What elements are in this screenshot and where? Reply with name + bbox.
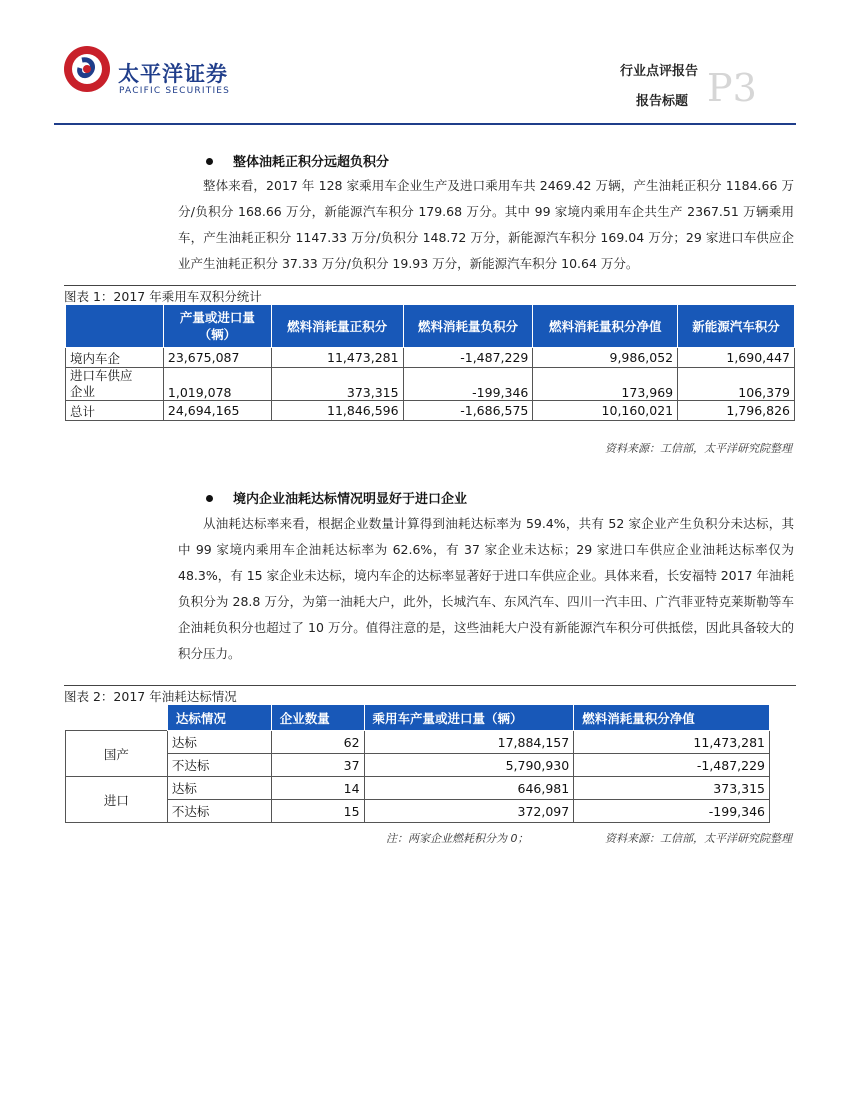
- table-header-cell: 燃料消耗量正积分: [271, 305, 403, 348]
- table-row: [66, 777, 770, 800]
- table2: [65, 704, 770, 823]
- group-label: 进口: [66, 777, 168, 823]
- table-cell: 106,379: [678, 368, 795, 401]
- table-cell: 11,473,281: [574, 731, 770, 754]
- table-header-cell: 燃料消耗量负积分: [403, 305, 533, 348]
- table-header-cell: [66, 705, 168, 731]
- bullet-icon: [206, 495, 213, 502]
- table-cell: -1,487,229: [403, 348, 533, 368]
- header-divider: [54, 123, 796, 125]
- table2-caption: 图表 2：2017 年油耗达标情况: [64, 685, 796, 705]
- table-cell: 23,675,087: [163, 348, 271, 368]
- table-cell: 9,986,052: [533, 348, 678, 368]
- table-cell: 24,694,165: [163, 401, 271, 421]
- table-header-row: [66, 705, 770, 731]
- table-cell: 37: [271, 754, 364, 777]
- table-cell: 达标: [167, 777, 271, 800]
- table-cell: 10,160,021: [533, 401, 678, 421]
- table1-caption: 图表 1：2017 年乘用车双积分统计: [64, 285, 796, 305]
- bullet-icon: [206, 158, 213, 165]
- paragraph-2: 从油耗达标率来看，根据企业数量计算得到油耗达标率为 59.4%，共有 52 家企业产生负积分未达标，其中 99 家境内乘用车企油耗达标率为 62.6%，有 37 家企业未达标；29 家进口车供应企业油耗达标率仅为 48.3%，有 15 家企业未达标，境内车企的达标率显著好于进口车供应企业。具体来看，长安福特 2017 年油耗负积分为 28.8 万分，为第一油耗大户，此外，长城汽车、东风汽车、四川一汽丰田、广汽菲亚特克莱斯勒等车企油耗负积分也超过了 10 万分。值得注意的是，这些油耗大户没有新能源汽车积分可供抵偿，因此具备较大的积分压力。: [178, 516, 794, 661]
- table-cell: 1,690,447: [678, 348, 795, 368]
- table-cell: 5,790,930: [364, 754, 574, 777]
- brand-name-en: PACIFIC SECURITIES: [119, 86, 231, 96]
- table-cell: 646,981: [364, 777, 574, 800]
- group-label: 国产: [66, 731, 168, 777]
- table-cell: 1,796,826: [678, 401, 795, 421]
- table-row: [66, 731, 770, 754]
- table-cell: 14: [271, 777, 364, 800]
- table-cell: 17,884,157: [364, 731, 574, 754]
- table-cell: 62: [271, 731, 364, 754]
- page-number: P3: [707, 66, 757, 110]
- row-label: 进口车供应 企业: [66, 368, 164, 401]
- table-cell: 11,473,281: [271, 348, 403, 368]
- table-header-cell: [66, 305, 164, 348]
- table-cell: 不达标: [167, 800, 271, 823]
- table-cell: 372,097: [364, 800, 574, 823]
- table-row: [66, 348, 795, 368]
- report-type: 行业点评报告: [619, 64, 698, 79]
- table-cell: 373,315: [271, 368, 403, 401]
- row-label: 境内车企: [66, 348, 164, 368]
- table2-source: 资料来源：工信部，太平洋研究院整理: [605, 832, 792, 845]
- table-cell: 15: [271, 800, 364, 823]
- section-heading-2: 境内企业油耗达标情况明显好于进口企业: [206, 488, 467, 507]
- brand-name-cn: 太平洋证券: [118, 62, 228, 86]
- table-header-cell: 产量或进口量 （辆）: [163, 305, 271, 348]
- table-header-cell: 乘用车产量或进口量（辆）: [364, 705, 574, 731]
- table-header-cell: 新能源汽车积分: [678, 305, 795, 348]
- table-header-cell: 企业数量: [271, 705, 364, 731]
- section-heading-1: 整体油耗正积分远超负积分: [206, 151, 389, 170]
- table-header-cell: 达标情况: [167, 705, 271, 731]
- logo-icon: [62, 44, 112, 94]
- table-header-row: [66, 305, 795, 348]
- table-row: [66, 401, 795, 421]
- table-row: [66, 754, 770, 777]
- table-header-cell: 燃料消耗量积分净值: [574, 705, 770, 731]
- table-cell: 达标: [167, 731, 271, 754]
- table-cell: 373,315: [574, 777, 770, 800]
- report-title: 报告标题: [635, 94, 688, 109]
- row-label: 总计: [66, 401, 164, 421]
- table-cell: -199,346: [574, 800, 770, 823]
- table-cell: 11,846,596: [271, 401, 403, 421]
- table-cell: -199,346: [403, 368, 533, 401]
- table-cell: 不达标: [167, 754, 271, 777]
- table-row: [66, 800, 770, 823]
- paragraph-1: 整体来看，2017 年 128 家乘用车企业生产及进口乘用车共 2469.42 万辆，产生油耗正积分 1184.66 万分/负积分 168.66 万分，新能源汽车积分 179.68 万分。其中 99 家境内乘用车企共生产 2367.51 万辆乘用车，产生油耗正积分 1147.33 万分/负积分 148.72 万分，新能源汽车积分 169.04 万分；29 家进口车供应企业产生油耗正积分 37.33 万分/负积分 19.93 万分，新能源汽车积分 10.64 万分。: [178, 178, 794, 271]
- table1: [65, 304, 795, 421]
- table-cell: 173,969: [533, 368, 678, 401]
- table-cell: 1,019,078: [163, 368, 271, 401]
- table-cell: -1,686,575: [403, 401, 533, 421]
- table2-note: 注：两家企业燃耗积分为 0；: [386, 832, 529, 845]
- table1-source: 资料来源：工信部，太平洋研究院整理: [605, 442, 792, 455]
- table-row: [66, 368, 795, 401]
- table-header-cell: 燃料消耗量积分净值: [533, 305, 678, 348]
- table-cell: -1,487,229: [574, 754, 770, 777]
